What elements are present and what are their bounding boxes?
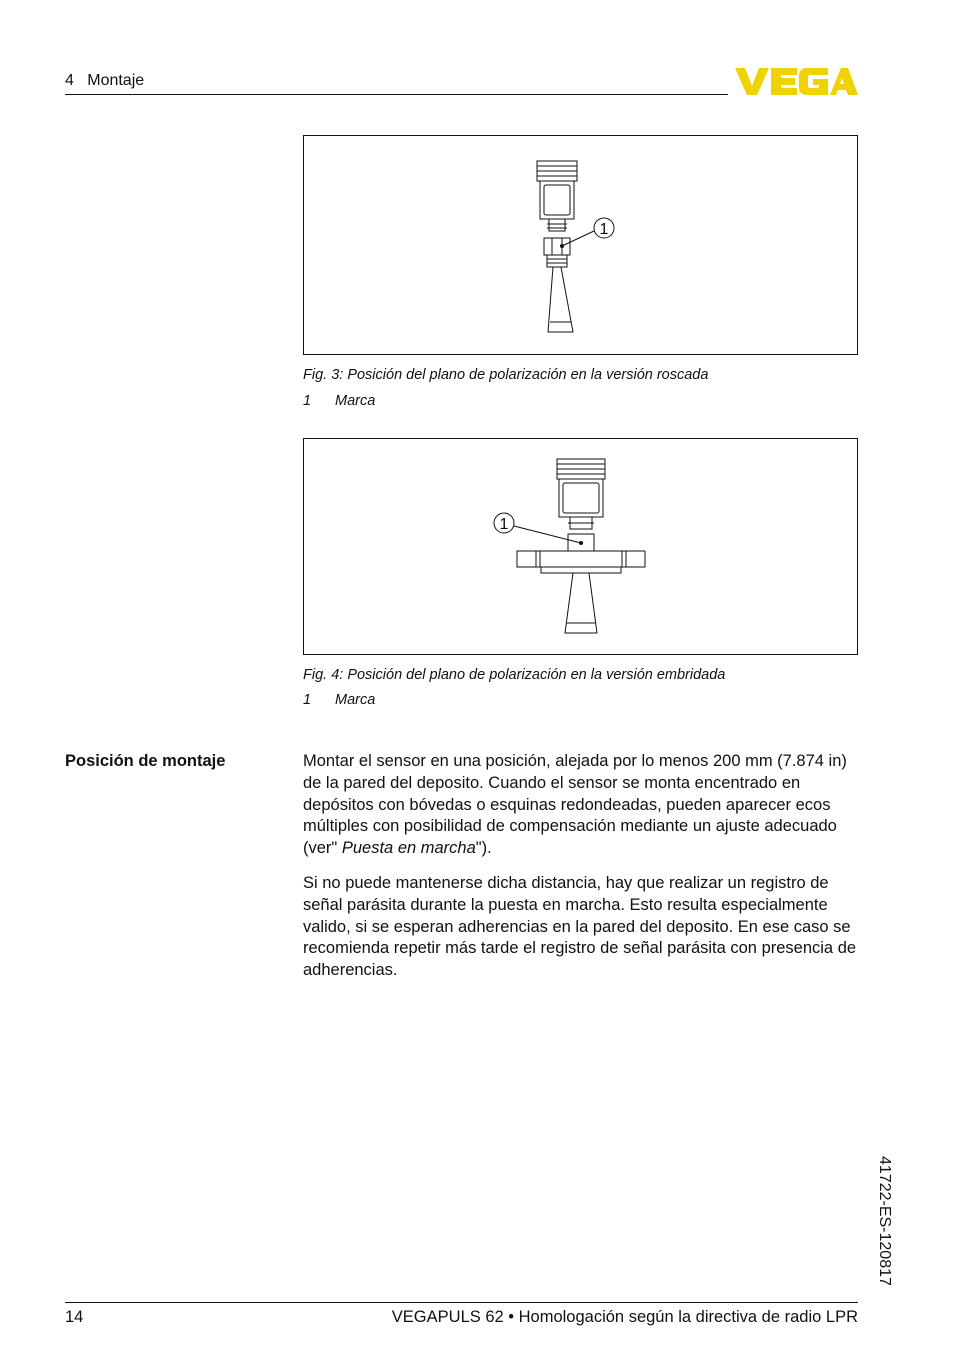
- header-divider: [65, 94, 728, 95]
- document-id: 41722-ES-120817: [876, 1156, 893, 1286]
- legend-text: Marca: [335, 393, 376, 409]
- footer-title: VEGAPULS 62 • Homologación según la directiva de radio LPR: [391, 1308, 858, 1326]
- footer-divider: [65, 1302, 858, 1303]
- callout-number: 1: [499, 516, 509, 533]
- paragraph: [303, 751, 863, 860]
- paragraph: Si no puede mantenerse dicha distancia, hay que realizar un registro de señal parásita durante la puesta en marcha. Esto resulta especialmente valido, si se esperan adherencias en la pared del deposito. En ese caso se recomienda repetir más tarde el registro de señal parásita con presencia de adherencias.: [303, 873, 857, 980]
- figure-threaded-version: [303, 135, 858, 355]
- figure-caption: Fig. 4: Posición del plano de polarización en la versión embridada: [303, 667, 726, 683]
- flanged-sensor-drawing: [304, 439, 857, 654]
- vega-logo: [735, 64, 858, 98]
- legend-number: 1: [303, 393, 312, 409]
- paragraph-text: Montar el sensor en una posición, alejada por lo menos 200 mm (7.874 in) de la pared del deposito. Cuando el sensor se monta encentrado en depósitos con bóvedas o esquinas redondeadas, pueden aparecer ecos múltiples con posibilidad de compensación mediante un ajuste adecuado (ver": [303, 752, 847, 858]
- cross-reference: Puesta en marcha: [341, 839, 476, 858]
- legend-text: Marca: [335, 692, 376, 708]
- figure-legend: [303, 692, 375, 708]
- threaded-sensor-drawing: [304, 136, 857, 354]
- callout-number: 1: [599, 221, 609, 238]
- section-header: 4 Montaje: [65, 72, 145, 89]
- margin-heading: Posición de montaje: [65, 752, 226, 770]
- legend-number: 1: [303, 692, 312, 708]
- page-number: 14: [65, 1308, 84, 1326]
- figure-caption: Fig. 3: Posición del plano de polarización en la versión roscada: [303, 367, 709, 383]
- body-text: [303, 751, 863, 982]
- figure-legend: [303, 393, 375, 409]
- paragraph-text: ").: [475, 839, 492, 858]
- figure-flanged-version: [303, 438, 858, 655]
